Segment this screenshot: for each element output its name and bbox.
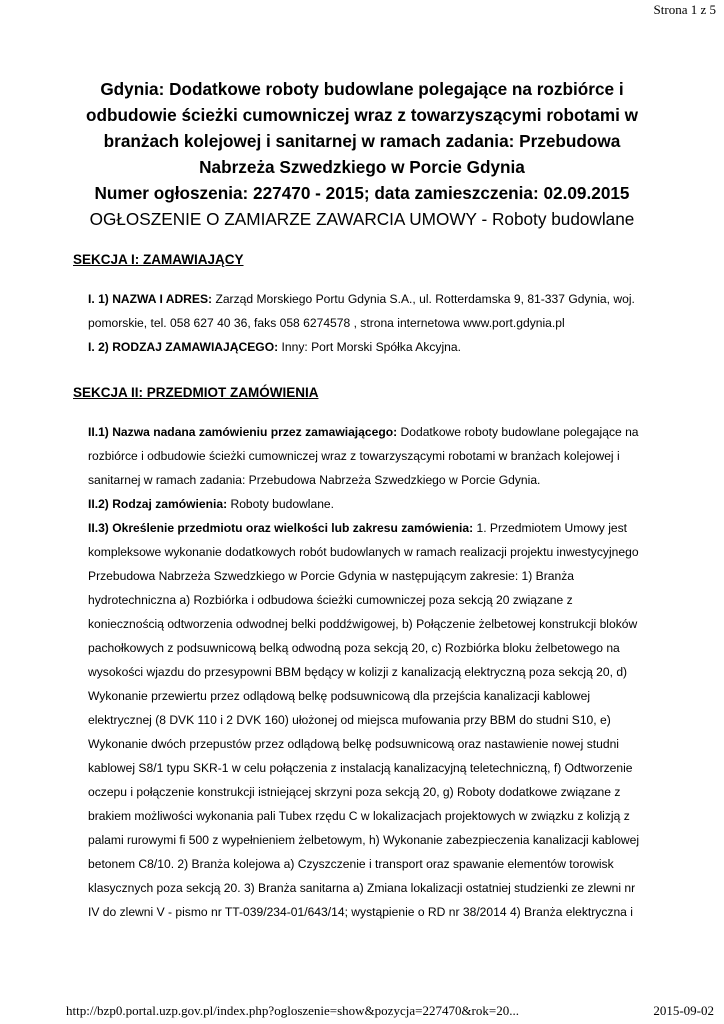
paragraph-line: koniecznością odtworzenia odwodnej belki poddźwigowej, b) Połączenie żelbetowej konstrukcji bloków [88,617,638,631]
field-value: 1. Przedmiotem Umowy jest [473,521,628,535]
paragraph-line: oczepu i połączenie konstrukcji istniejącej skrzyni poza sekcją 20, g) Roboty dodatkowe związane z [88,785,621,799]
paragraph-line: Wykonanie przewiertu przez odlądową belkę podsuwnicową dla przejścia kanalizacji kablowej [88,689,591,703]
title-line: Nabrzeża Szwedzkiego w Porcie Gdynia [199,157,525,177]
print-date: 2015-09-02 [653,1003,714,1018]
field-value: Zarząd Morskiego Portu Gdynia S.A., ul. Rotterdamska 9, 81-337 Gdynia, woj. [212,292,635,306]
paragraph-line: betonem C8/10. 2) Branża kolejowa a) Czyszczenie i transport oraz spawanie elementów torowisk [88,857,614,871]
title-line: odbudowie ścieżki cumowniczej wraz z towarzyszącymi robotami w [85,105,639,125]
paragraph-line: Przebudowa Nabrzeża Szwedzkiego w Porcie Gdynia w następującym zakresie: 1) Branża [88,569,574,583]
paragraph-line: Wykonanie dwóch przepustów przez odlądową belkę podsuwnicową oraz nastawienie nowej studni [88,737,619,751]
page-footer [66,1003,714,1019]
paragraph-line: IV do zlewni V - pismo nr TT-039/234-01/643/14; wystąpienie o RD nr 38/2014 4) Branża elektryczna i [88,905,633,919]
section-2-body [88,420,648,924]
title-line: Gdynia: Dodatkowe roboty budowlane polegające na rozbiórce i [100,79,624,99]
paragraph-line [88,335,648,359]
announcement-number: Numer ogłoszenia: 227470 - 2015; data zamieszczenia: 02.09.2015 [94,183,630,203]
paragraph-line [88,287,648,311]
paragraph-line: hydrotechniczna a) Rozbiórka i odbudowa ścieżki cumowniczej poza sekcją 20 związane z [88,593,573,607]
field-value: Dodatkowe roboty budowlane polegające na [397,425,639,439]
source-url: http://bzp0.portal.uzp.gov.pl/index.php?ogloszenie=show&pozycja=227470&rok=20... [66,1003,519,1018]
paragraph-line [88,516,648,540]
field-label: II.2) Rodzaj zamówienia: [88,497,228,511]
section-1-heading: SEKCJA I: ZAMAWIAJĄCY [73,252,244,267]
paragraph-line: brakiem możliwości wykonania pali Tubex rzędu C w lokalizacjach projektowych w związku z kolizją z [88,809,630,823]
paragraph-line: wysokości wjazdu do przesypowni BBM będący w kolizji z kanalizacją elektryczną poza sekcją 20, d) [88,665,628,679]
paragraph-line: pomorskie, tel. 058 627 40 36, faks 058 6274578 , strona internetowa www.port.gdynia.pl [88,316,565,330]
field-label: II.3) Określenie przedmiotu oraz wielkości lub zakresu zamówienia: [88,521,474,535]
field-value: Roboty budowlane. [227,497,335,511]
paragraph-line: palami rurowymi fi 500 z wypełnieniem żelbetowym, h) Wykonanie zabezpieczenia kanalizacji kablowej [88,833,640,847]
paragraph-line: klasycznych poza sekcją 20. 3) Branża sanitarna a) Zmiana lokalizacji ostatniej studzienki ze zlewni nr [88,881,636,895]
notice-subtitle: OGŁOSZENIE O ZAMIARZE ZAWARCIA UMOWY - Roboty budowlane [89,209,635,229]
notice-title [60,76,664,232]
field-label: I. 2) RODZAJ ZAMAWIAJĄCEGO: [88,340,279,354]
paragraph-line: kompleksowe wykonanie dodatkowych robót budowlanych w ramach realizacji projektu inwestycyjnego [88,545,639,559]
section-1-item-1 [88,287,648,359]
paragraph-line: pachołkowych z podsuwnicową belką odwodną poza sekcją 20, c) Rozbiórka bloku żelbetowego na [88,641,620,655]
paragraph-line [88,420,648,444]
paragraph-line: rozbiórce i odbudowie ścieżki cumowniczej wraz z towarzyszącymi robotami w branżach kolejowej i [88,449,620,463]
title-line: branżach kolejowej i sanitarnej w ramach zadania: Przebudowa [103,131,621,151]
field-value: Inny: Port Morski Spółka Akcyjna. [278,340,461,354]
field-label: I. 1) NAZWA I ADRES: [88,292,213,306]
paragraph-line [88,492,648,516]
page-indicator: Strona 1 z 5 [653,2,716,17]
section-2-heading: SEKCJA II: PRZEDMIOT ZAMÓWIENIA [73,385,319,400]
paragraph-line: kablowej S8/1 typu SKR-1 w celu połączenia z instalacją kanalizacyjną teletechniczną, f) Odtworzenie [88,761,633,775]
field-label: II.1) Nazwa nadana zamówieniu przez zamawiającego: [88,425,398,439]
paragraph-line: sanitarnej w ramach zadania: Przebudowa Nabrzeża Szwedzkiego w Porcie Gdynia. [88,473,541,487]
paragraph-line: elektrycznej (8 DVK 110 i 2 DVK 160) ułożonej od miejsca mufowania przy BBM do studni S10, e) [88,713,611,727]
